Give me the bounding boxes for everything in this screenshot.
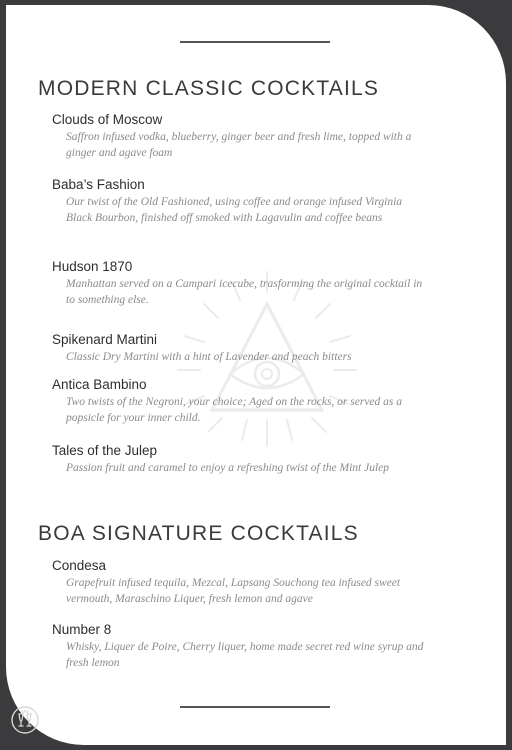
item-name: Antica Bambino <box>52 377 147 392</box>
toasting-glasses-emblem-icon <box>10 705 40 735</box>
section-title-modern-classic: MODERN CLASSIC COCKTAILS <box>38 77 380 100</box>
bottom-divider <box>180 706 330 708</box>
menu-item <box>52 332 452 365</box>
menu-item <box>52 377 452 426</box>
item-name: Number 8 <box>52 622 112 637</box>
item-description: Whisky, Liquer de Poire, Cherry liquer, home made secret red wine syrup and fresh lemon <box>66 641 424 669</box>
item-name: Baba’s Fashion <box>52 177 145 192</box>
top-divider <box>180 41 330 43</box>
item-description: Passion fruit and caramel to enjoy a refreshing twist of the Mint Julep <box>66 462 390 474</box>
item-name: Condesa <box>52 558 107 573</box>
item-description: Saffron infused vodka, blueberry, ginger beer and fresh lime, topped with a ginger and agave foam <box>66 131 412 159</box>
item-description: Manhattan served on a Campari icecube, trasforming the original cocktail in to something else. <box>66 278 423 306</box>
item-description: Grapefruit infused tequila, Mezcal, Lapsang Souchong tea infused sweet vermouth, Maraschino Liquer, fresh lemon and agave <box>66 577 401 605</box>
menu-page <box>6 5 506 745</box>
menu-item <box>52 622 452 671</box>
section-title-boa-signature: BOA SIGNATURE COCKTAILS <box>38 522 359 545</box>
item-name: Tales of the Julep <box>52 443 158 458</box>
menu-item <box>52 177 452 226</box>
menu-item <box>52 443 452 476</box>
menu-item <box>52 558 452 607</box>
item-description: Two twists of the Negroni, your choice; Aged on the rocks, or served as a popsicle for your inner child. <box>66 396 403 424</box>
item-description: Classic Dry Martini with a hint of Lavender and peach bitters <box>66 351 352 363</box>
item-name: Hudson 1870 <box>52 259 133 274</box>
menu-item <box>52 259 452 308</box>
item-name: Spikenard Martini <box>52 332 158 347</box>
menu-item <box>52 112 452 161</box>
item-name: Clouds of Moscow <box>52 112 163 127</box>
item-description: Our twist of the Old Fashioned, using coffee and orange infused Virginia Black Bourbon, finished off smoked with Lagavulin and coffee beans <box>66 196 403 224</box>
